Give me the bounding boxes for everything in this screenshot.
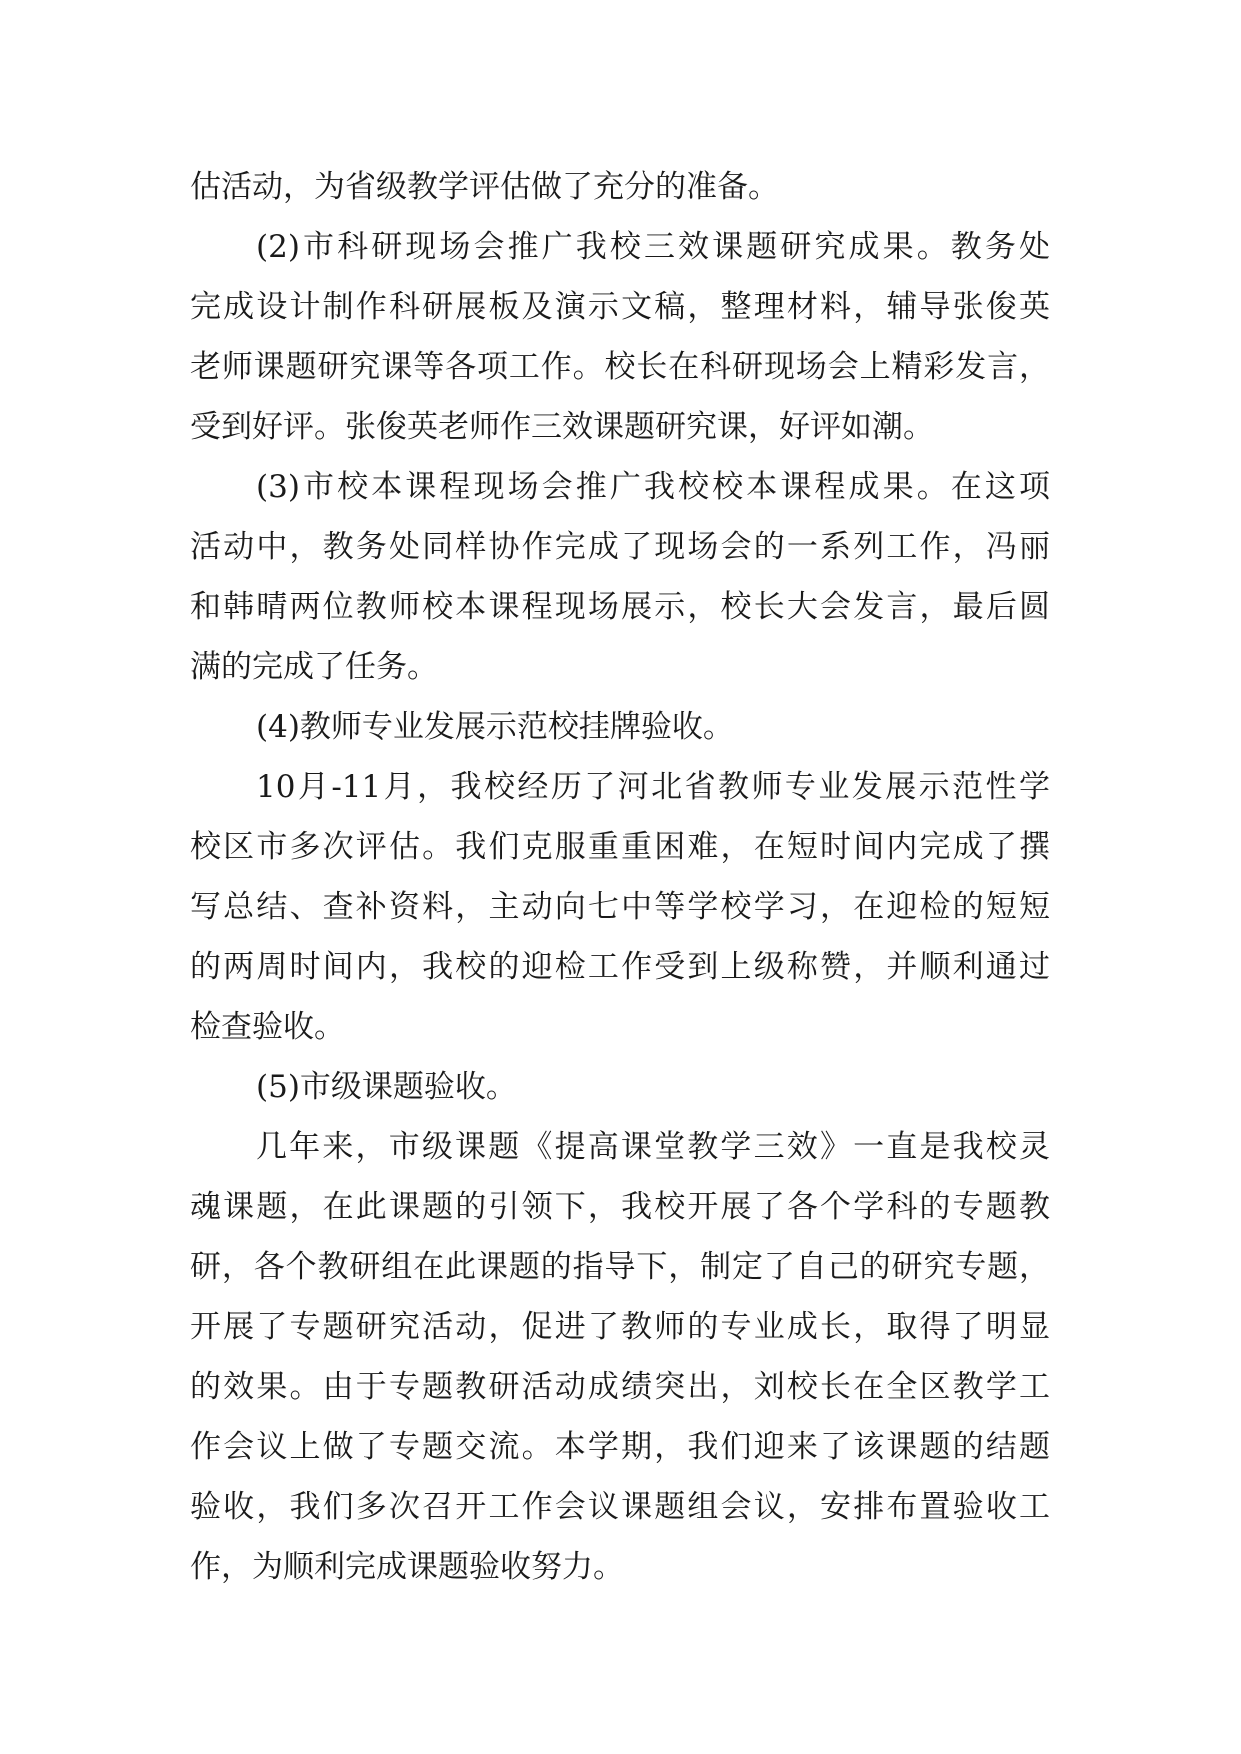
text-line: 活动中，教务处同样协作完成了现场会的一系列工作，冯丽 [190, 529, 1050, 565]
text-line: 估活动，为省级教学评估做了充分的准备。 [190, 169, 779, 205]
text-line: 10月-11月，我校经历了河北省教师专业发展示范性学 [256, 769, 1050, 805]
text-line: 作会议上做了专题交流。本学期，我们迎来了该课题的结题 [190, 1429, 1050, 1465]
text-line: (3)市校本课程现场会推广我校校本课程成果。在这项 [256, 469, 1050, 505]
text-line: 几年来，市级课题《提高课堂教学三效》一直是我校灵 [256, 1129, 1050, 1165]
text-line: (5)市级课题验收。 [256, 1069, 517, 1105]
text-line: 检查验收。 [190, 1009, 345, 1045]
text-line: 满的完成了任务。 [190, 649, 438, 685]
text-line: 完成设计制作科研展板及演示文稿，整理材料，辅导张俊英 [190, 289, 1050, 325]
text-line: 写总结、查补资料，主动向七中等学校学习，在迎检的短短 [190, 889, 1050, 925]
text-line: (4)教师专业发展示范校挂牌验收。 [256, 709, 734, 745]
text-line: (2)市科研现场会推广我校三效课题研究成果。教务处 [256, 229, 1050, 265]
text-line: 开展了专题研究活动，促进了教师的专业成长，取得了明显 [190, 1309, 1050, 1345]
text-line: 老师课题研究课等各项工作。校长在科研现场会上精彩发言， [190, 349, 1050, 385]
text-line: 校区市多次评估。我们克服重重困难，在短时间内完成了撰 [190, 829, 1050, 865]
text-line: 和韩晴两位教师校本课程现场展示，校长大会发言，最后圆 [190, 589, 1050, 625]
text-line: 验收，我们多次召开工作会议课题组会议，安排布置验收工 [190, 1489, 1050, 1525]
text-line: 研，各个教研组在此课题的指导下，制定了自己的研究专题， [190, 1249, 1050, 1285]
text-line: 的两周时间内，我校的迎检工作受到上级称赞，并顺利通过 [190, 949, 1050, 985]
text-line: 魂课题，在此课题的引领下，我校开展了各个学科的专题教 [190, 1189, 1050, 1225]
text-line: 受到好评。张俊英老师作三效课题研究课，好评如潮。 [190, 409, 934, 445]
text-line: 作，为顺利完成课题验收努力。 [190, 1549, 624, 1585]
text-line: 的效果。由于专题教研活动成绩突出，刘校长在全区教学工 [190, 1369, 1050, 1405]
